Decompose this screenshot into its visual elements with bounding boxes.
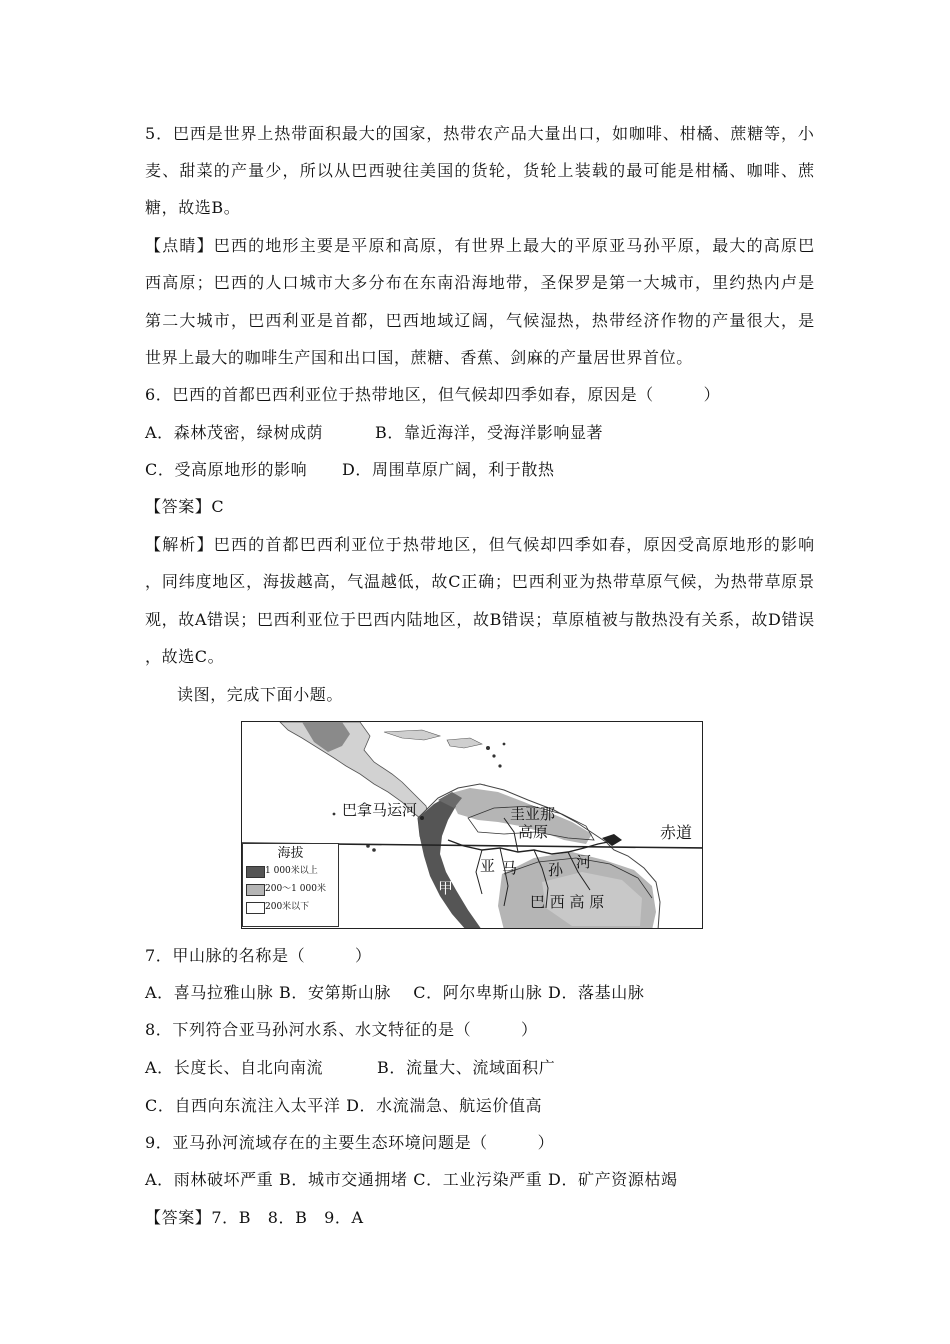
map-label-amazon-1: 亚 [480,857,496,875]
legend-row-low [243,898,338,916]
dianjing-line-1: 【 点 睛 】 巴 西 的 地 形 主 要 是 平 原 和 高 原 ， 有 世 界 上 最 大 的 平 原 亚 马 孙 平 原 ， 最 大 的 高 原 巴 [145,236,815,255]
q9-options: A．雨林破坏严重 B．城市交通拥堵 C．工业污染严重 D．矿产资源枯竭 [145,1170,678,1189]
map-label-guiana-plateau-1: 圭亚那 [510,805,556,823]
legend-swatch-low [246,902,265,914]
q6-analysis-line-1: 【 解 析 】 巴 西 的 首 都 巴 西 利 亚 位 于 热 带 地 区 ， 但 气 候 却 四 季 如 春 ， 原 因 受 高 原 地 形 的 影 响 [145,535,815,554]
q8-option-a: A．长度长、自北向南流 [145,1058,324,1077]
map-label-guiana-plateau-2: 高原 [518,823,549,841]
legend-swatch-high [246,866,265,878]
q7-stem: 7．甲山脉的名称是（ ） [145,946,372,965]
q6-options-row-1 [145,423,815,443]
q6-option-b: B．靠近海洋，受海洋影响显著 [375,423,604,442]
q9-stem: 9．亚马孙河流域存在的主要生态环境问题是（ ） [145,1133,555,1152]
q6-analysis-line-4: ，故选C。 [145,647,225,666]
legend-swatch-mid [246,884,265,896]
legend-title: 海拔 [277,846,304,861]
q6-option-c: C．受高原地形的影响 [145,460,308,479]
q8-options-row-2: C．自西向东流注入太平洋 D．水流湍急、航运价值高 [145,1096,543,1115]
map-legend [242,843,339,927]
map-label-jia: 甲 [438,879,454,897]
dianjing-line-4: 世界上最大的咖啡生产国和出口国，蔗糖、香蕉、剑麻的产量居世界首位。 [145,348,693,367]
map-label-amazon-2: 马 [502,859,518,877]
map-label-panama-canal: 巴拿马运河 [342,801,418,819]
legend-label-low: 200米以下 [265,902,310,912]
map-label-amazon-4: 河 [576,853,592,871]
final-answer: 【答案】7．B 8．B 9．A [145,1208,364,1227]
map-label-amazon-3: 孙 [548,861,564,879]
q5-explain-line-3: 糖，故选B。 [145,198,241,217]
dianjing-line-3: 第 二 大 城 市 ， 巴 西 利 亚 是 首 都 ， 巴 西 地 域 辽 阔 ， 气 候 湿 热 ， 热 带 经 济 作 物 的 产 量 很 大 ， 是 [145,311,815,330]
map-label-equator: 赤道 [660,823,693,842]
q6-analysis-line-3: 观 ， 故 A 错 误 ； 巴 西 利 亚 位 于 巴 西 内 陆 地 区 ， 故 B 错 误 ； 草 原 植 被 与 散 热 没 有 关 系 ， 故 D 错 误 [145,610,815,629]
read-map-instruction: 读图，完成下面小题。 [177,685,344,704]
q6-options-row-2 [145,460,815,480]
q5-explain-line-1: 5 ． 巴 西 是 世 界 上 热 带 面 积 最 大 的 国 家 ， 热 带 农 产 品 大 量 出 口 ， 如 咖 啡 、 柑 橘 、 蔗 糖 等 ， 小 [145,124,815,143]
legend-row-mid [243,880,338,898]
dianjing-line-2: 西 高 原 ； 巴 西 的 人 口 城 市 大 多 分 布 在 东 南 沿 海 地 带 ， 圣 保 罗 是 第 一 大 城 市 ， 里 约 热 内 卢 是 [145,273,815,292]
q8-options-row-1 [145,1058,815,1078]
q6-option-a: A．森林茂密，绿树成荫 [145,423,324,442]
q8-option-b: B．流量大、流域面积广 [377,1058,556,1077]
q6-stem: 6．巴西的首都巴西利亚位于热带地区，但气候却四季如春，原因是（ ） [145,385,721,404]
q5-explain-line-2: 麦 、 甜 菜 的 产 量 少 ， 所 以 从 巴 西 驶 往 美 国 的 货 轮 ， 货 轮 上 装 载 的 最 可 能 是 柑 橘 、 咖 啡 、 蔗 [145,161,815,180]
legend-label-mid: 200～1 000米 [265,884,326,894]
south-america-map [241,721,703,929]
q6-answer: 【答案】C [145,497,225,516]
q6-option-d: D．周围草原广阔，利于散热 [342,460,555,479]
legend-row-high [243,862,338,880]
q8-stem: 8．下列符合亚马孙河水系、水文特征的是（ ） [145,1020,538,1039]
q7-options: A．喜马拉雅山脉 B．安第斯山脉 C．阿尔卑斯山脉 D．落基山脉 [145,983,645,1002]
q6-analysis-line-2: ， 同 纬 度 地 区 ， 海 拔 越 高 ， 气 温 越 低 ， 故 C 正 确 ； 巴 西 利 亚 为 热 带 草 原 气 候 ， 为 热 带 草 原 景 [145,572,815,591]
map-label-brazilian-plateau: 巴 西 高 原 [530,893,605,911]
legend-label-high: 1 000米以上 [265,866,318,876]
